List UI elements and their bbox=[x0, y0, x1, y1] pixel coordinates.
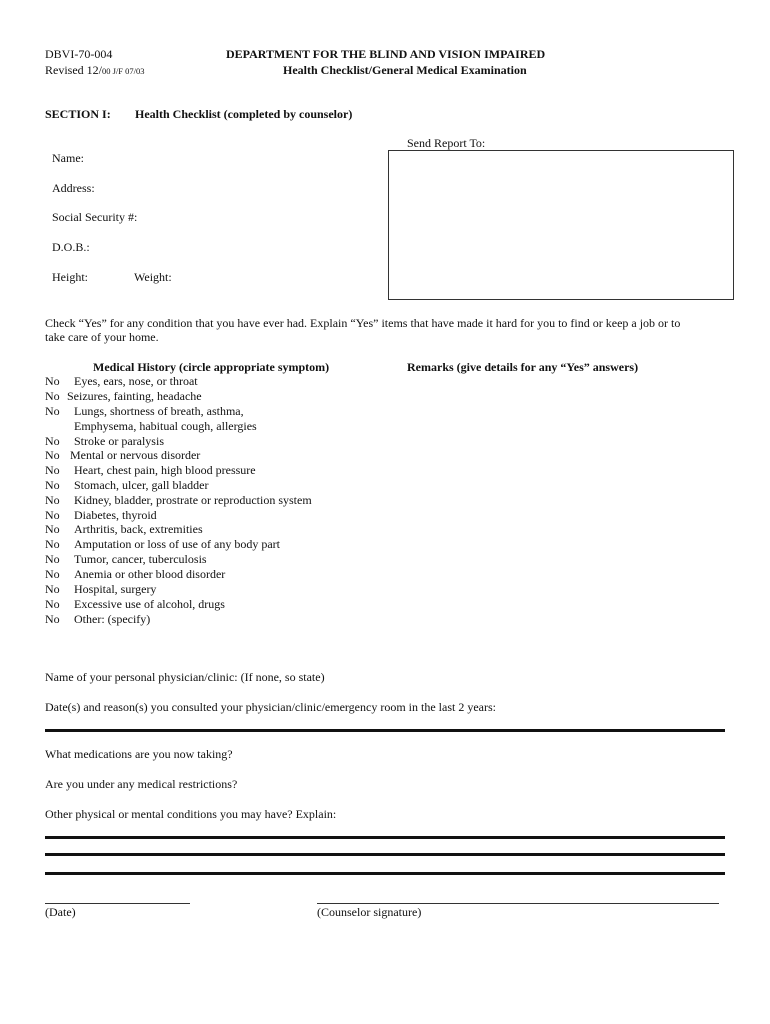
counselor-signature-line[interactable] bbox=[317, 903, 719, 904]
no-option[interactable]: No bbox=[45, 478, 60, 492]
send-report-to-label: Send Report To: bbox=[407, 136, 486, 150]
no-option[interactable]: No bbox=[45, 404, 60, 418]
date-label: (Date) bbox=[45, 905, 76, 919]
condition-label: Arthritis, back, extremities bbox=[74, 522, 203, 536]
no-option[interactable]: No bbox=[45, 597, 60, 611]
list-item bbox=[45, 493, 312, 508]
list-item bbox=[45, 448, 200, 463]
list-item bbox=[45, 567, 225, 582]
instructions-line-2: take care of your home. bbox=[45, 330, 159, 344]
medications-question: What medications are you now taking? bbox=[45, 747, 233, 761]
list-item bbox=[45, 508, 157, 523]
list-item bbox=[45, 597, 225, 612]
section-title: Health Checklist (completed by counselor) bbox=[135, 107, 353, 121]
weight-field: Weight: bbox=[134, 270, 172, 284]
name-field: Name: bbox=[52, 151, 84, 165]
condition-label: Anemia or other blood disorder bbox=[74, 567, 226, 581]
no-option[interactable]: No bbox=[45, 389, 60, 403]
ssn-field: Social Security #: bbox=[52, 210, 138, 224]
no-option[interactable]: No bbox=[45, 463, 60, 477]
condition-label: Mental or nervous disorder bbox=[70, 448, 201, 462]
list-item bbox=[45, 582, 156, 597]
remarks-header: Remarks (give details for any “Yes” answers) bbox=[407, 360, 639, 374]
section-label: SECTION I: bbox=[45, 107, 111, 121]
condition-label: Seizures, fainting, headache bbox=[67, 389, 202, 403]
list-item bbox=[45, 374, 198, 389]
address-field: Address: bbox=[52, 181, 95, 195]
no-option[interactable]: No bbox=[45, 567, 60, 581]
consulted-question: Date(s) and reason(s) you consulted your physician/clinic/emergency room in the last 2 years: bbox=[45, 700, 496, 714]
answer-line[interactable] bbox=[45, 836, 725, 839]
condition-label: Excessive use of alcohol, drugs bbox=[74, 597, 225, 611]
list-item bbox=[45, 478, 208, 493]
dob-field: D.O.B.: bbox=[52, 240, 90, 254]
list-item bbox=[45, 404, 244, 419]
revised-detail: 00 J/F 07/03 bbox=[102, 66, 145, 76]
list-item bbox=[45, 463, 256, 478]
medical-history-header: Medical History (circle appropriate symptom) bbox=[93, 360, 330, 374]
restrictions-question: Are you under any medical restrictions? bbox=[45, 777, 238, 791]
condition-label: Tumor, cancer, tuberculosis bbox=[74, 552, 207, 566]
condition-label: Stroke or paralysis bbox=[74, 434, 164, 448]
revised-date bbox=[45, 63, 145, 78]
list-item bbox=[45, 434, 164, 449]
list-item bbox=[45, 537, 280, 552]
condition-label: Lungs, shortness of breath, asthma, bbox=[74, 404, 244, 418]
no-option[interactable]: No bbox=[45, 537, 60, 551]
condition-label: Eyes, ears, nose, or throat bbox=[74, 374, 198, 388]
send-report-to-box[interactable] bbox=[388, 150, 734, 300]
condition-label: Emphysema, habitual cough, allergies bbox=[74, 419, 257, 433]
counselor-signature-label: (Counselor signature) bbox=[317, 905, 422, 919]
no-option[interactable]: No bbox=[45, 434, 60, 448]
form-title: Health Checklist/General Medical Examination bbox=[283, 63, 527, 77]
condition-label: Amputation or loss of use of any body part bbox=[74, 537, 280, 551]
no-option[interactable]: No bbox=[45, 448, 60, 462]
height-field: Height: bbox=[52, 270, 88, 284]
list-item bbox=[45, 552, 207, 567]
department-title: DEPARTMENT FOR THE BLIND AND VISION IMPAIRED bbox=[226, 47, 546, 61]
physician-question: Name of your personal physician/clinic: (If none, so state) bbox=[45, 670, 325, 684]
date-signature-line[interactable] bbox=[45, 903, 190, 904]
no-option[interactable]: No bbox=[45, 493, 60, 507]
answer-line[interactable] bbox=[45, 853, 725, 856]
no-option[interactable]: No bbox=[45, 582, 60, 596]
form-number: DBVI-70-004 bbox=[45, 47, 113, 61]
instructions-line-1: Check “Yes” for any condition that you have ever had. Explain “Yes” items that have made it hard for you to find or keep a job or to bbox=[45, 316, 681, 330]
list-item bbox=[45, 419, 257, 434]
no-option[interactable]: No bbox=[45, 552, 60, 566]
condition-label: Heart, chest pain, high blood pressure bbox=[74, 463, 256, 477]
condition-label: Kidney, bladder, prostrate or reproduction system bbox=[74, 493, 312, 507]
list-item bbox=[45, 612, 150, 627]
condition-label: Other: (specify) bbox=[74, 612, 151, 626]
no-option[interactable]: No bbox=[45, 508, 60, 522]
no-option[interactable]: No bbox=[45, 522, 60, 536]
list-item bbox=[45, 522, 203, 537]
no-option[interactable]: No bbox=[45, 374, 60, 388]
answer-line[interactable] bbox=[45, 872, 725, 875]
list-item bbox=[45, 389, 202, 404]
condition-label: Stomach, ulcer, gall bladder bbox=[74, 478, 209, 492]
condition-label: Diabetes, thyroid bbox=[74, 508, 157, 522]
other-conditions-question: Other physical or mental conditions you may have? Explain: bbox=[45, 807, 337, 821]
revised-label: Revised 12/ bbox=[45, 63, 102, 77]
answer-line[interactable] bbox=[45, 729, 725, 732]
no-option[interactable]: No bbox=[45, 612, 60, 626]
condition-label: Hospital, surgery bbox=[74, 582, 157, 596]
